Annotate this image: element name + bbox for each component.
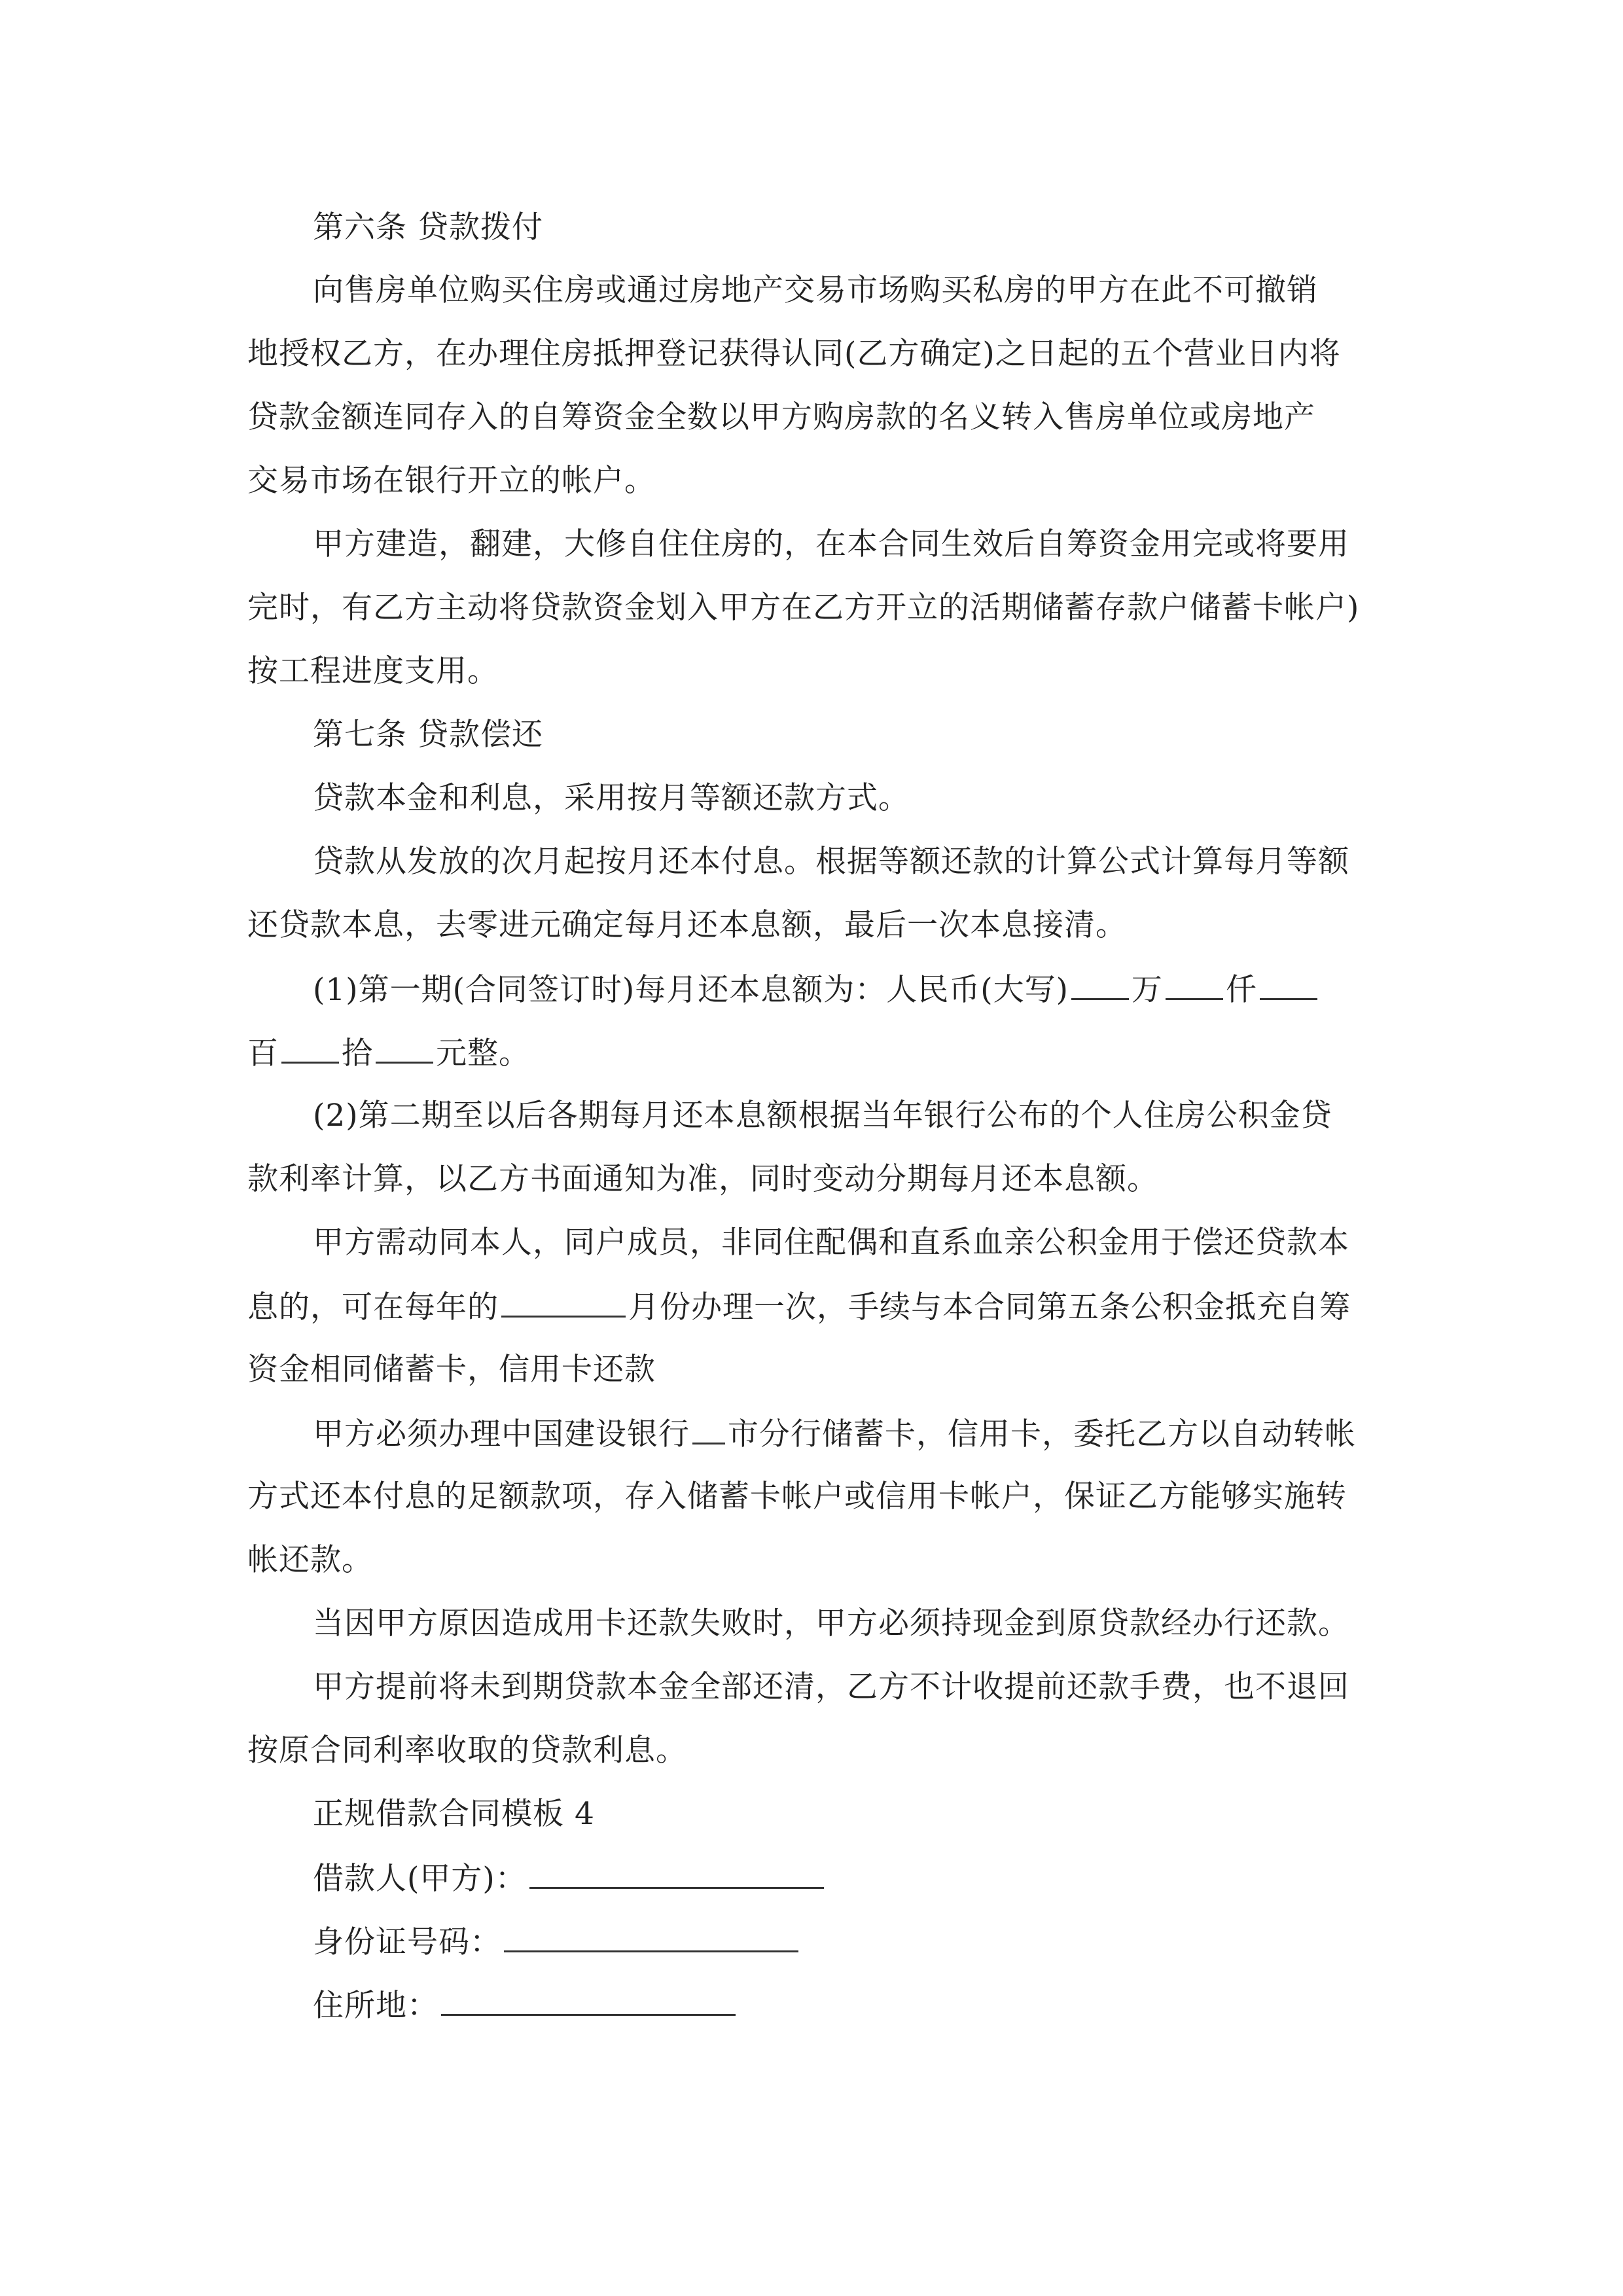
- id-number-blank[interactable]: [504, 1922, 798, 1952]
- line-text: (1)第一期(合同签订时)每月还本息额为：人民币(大写): [313, 972, 1069, 1008]
- unit-text: 仟: [1225, 972, 1257, 1008]
- unit-text: 百: [247, 1035, 279, 1071]
- paragraph-line: 款利率计算，以乙方书面通知为准，同时变动分期每月还本息额。: [247, 1161, 1158, 1197]
- amount-blank-wan[interactable]: [1071, 969, 1129, 1000]
- paragraph-line: 贷款从发放的次月起按月还本付息。根据等额还款的计算公式计算每月等额: [313, 844, 1349, 880]
- article-7-heading: 第七条 贷款偿还: [313, 717, 543, 753]
- field-label: 身份证号码：: [313, 1924, 501, 1960]
- line-text: 息的，可在每年的: [247, 1289, 499, 1325]
- paragraph-line: (2)第二期至以后各期每月还本息额根据当年银行公布的个人住房公积金贷: [313, 1098, 1332, 1134]
- paragraph-line: [247, 1033, 530, 1073]
- article-6-heading: 第六条 贷款拨付: [313, 209, 543, 245]
- paragraph-line: 甲方提前将未到期贷款本金全部还清，乙方不计收提前还款手费，也不退回: [313, 1669, 1349, 1705]
- line-text: 甲方必须办理中国建设银行: [313, 1416, 690, 1452]
- borrower-field: [313, 1858, 827, 1899]
- paragraph-line: 贷款金额连同存入的自筹资金全数以甲方购房款的名义转入售房单位或房地产: [247, 399, 1315, 435]
- field-label: 借款人(甲方)：: [313, 1861, 527, 1897]
- amount-blank-shi[interactable]: [281, 1033, 339, 1064]
- address-blank[interactable]: [441, 1985, 736, 2016]
- address-field: [313, 1985, 738, 2026]
- paragraph-line: 当因甲方原因造成用卡还款失败时，甲方必须持现金到原贷款经办行还款。: [313, 1605, 1349, 1641]
- paragraph-line: [247, 1287, 1351, 1327]
- paragraph-line: 甲方需动同本人，同户成员，非同住配偶和直系血亲公积金用于偿还贷款本: [313, 1225, 1349, 1261]
- paragraph-line: 资金相同储蓄卡，信用卡还款: [247, 1352, 656, 1388]
- amount-blank-yuan[interactable]: [376, 1033, 433, 1064]
- city-blank[interactable]: [692, 1414, 725, 1444]
- paragraph-line: 甲方建造，翻建，大修自住住房的，在本合同生效后自筹资金用完或将要用: [313, 526, 1349, 562]
- field-label: 住所地：: [313, 1988, 438, 2024]
- line-text: 市分行储蓄卡，信用卡，委托乙方以自动转帐: [728, 1416, 1356, 1452]
- paragraph-line: 帐还款。: [247, 1542, 373, 1578]
- borrower-blank[interactable]: [529, 1858, 824, 1889]
- paragraph-line: 方式还本付息的足额款项，存入储蓄卡帐户或信用卡帐户，保证乙方能够实施转: [247, 1479, 1347, 1515]
- unit-text: 元整。: [436, 1035, 530, 1071]
- id-number-field: [313, 1922, 801, 1962]
- paragraph-line: 交易市场在银行开立的帐户。: [247, 463, 656, 499]
- line-text: 月份办理一次，手续与本合同第五条公积金抵充自筹: [628, 1289, 1351, 1325]
- paragraph-line: 按工程进度支用。: [247, 653, 499, 689]
- paragraph-line: 还贷款本息，去零进元确定每月还本息额，最后一次本息接清。: [247, 907, 1127, 943]
- paragraph-line: 完时，有乙方主动将贷款资金划入甲方在乙方开立的活期储蓄存款户储蓄卡帐户): [247, 590, 1360, 626]
- paragraph-line: 向售房单位购买住房或通过房地产交易市场购买私房的甲方在此不可撤销: [313, 272, 1318, 308]
- unit-text: 拾: [342, 1035, 373, 1071]
- month-blank[interactable]: [501, 1287, 626, 1318]
- unit-text: 万: [1131, 972, 1163, 1008]
- paragraph-line: 地授权乙方，在办理住房抵押登记获得认同(乙方确定)之日起的五个营业日内将: [247, 336, 1341, 372]
- paragraph-line: 贷款本金和利息，采用按月等额还款方式。: [313, 780, 910, 816]
- amount-blank-bai[interactable]: [1260, 969, 1317, 1000]
- amount-blank-qian[interactable]: [1166, 969, 1223, 1000]
- paragraph-line: 按原合同利率收取的贷款利息。: [247, 1732, 687, 1768]
- template-title: 正规借款合同模板 4: [313, 1796, 595, 1832]
- paragraph-line: [313, 1414, 1356, 1454]
- paragraph-line: [313, 969, 1320, 1010]
